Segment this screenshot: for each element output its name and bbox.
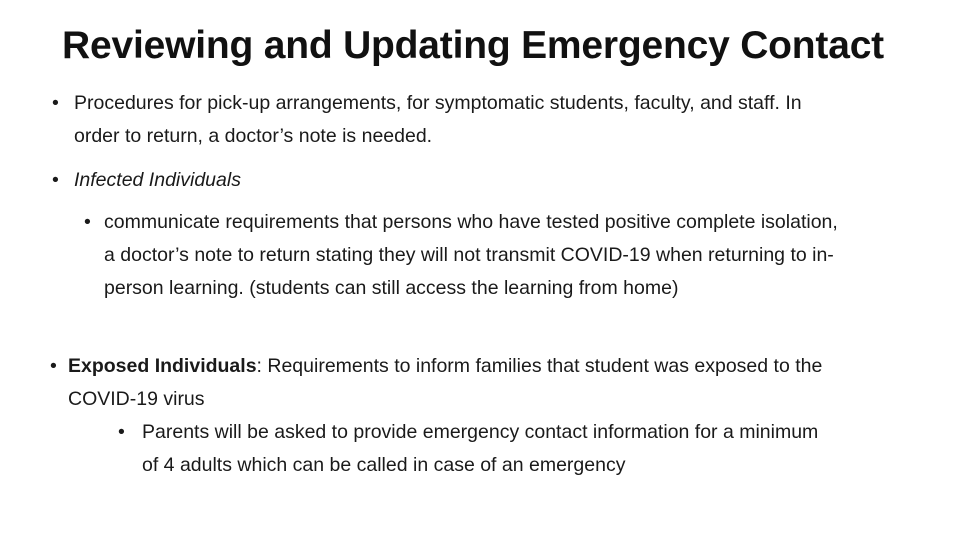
bullet-glyph: • [84, 211, 91, 233]
bullet-text [68, 350, 858, 416]
bullet-text: Procedures for pick-up arrangements, for symptomatic students, faculty, and staff. In order to return, a doctor’s note is needed. [74, 92, 802, 147]
bullet-body: : Requirements to inform families that student was exposed to the COVID-19 virus [68, 355, 823, 410]
bullet-lead: Exposed Individuals [68, 355, 257, 377]
slide-title: Reviewing and Updating Emergency Contact [62, 24, 884, 67]
bullet-infected-individuals [52, 164, 452, 197]
bullet-text: Parents will be asked to provide emergency contact information for a minimum of 4 adults which can be called in case of an emergency [142, 421, 819, 476]
bullet-text: Infected Individuals [74, 169, 241, 191]
sub-bullet-emergency-contacts [118, 416, 838, 482]
bullet-glyph: • [52, 92, 59, 114]
bullet-glyph: • [52, 169, 59, 191]
bullet-text: communicate requirements that persons who have tested positive complete isolation, a doctor’s note to return stating they will not transmit COVID-19 when returning to in-person learning. (students can still access the learning from home) [104, 211, 838, 299]
sub-bullet-isolation-requirements [84, 206, 864, 305]
bullet-glyph: • [118, 421, 125, 443]
bullet-exposed-individuals [50, 350, 870, 416]
bullet-procedures [52, 87, 852, 153]
bullet-glyph: • [50, 355, 57, 377]
